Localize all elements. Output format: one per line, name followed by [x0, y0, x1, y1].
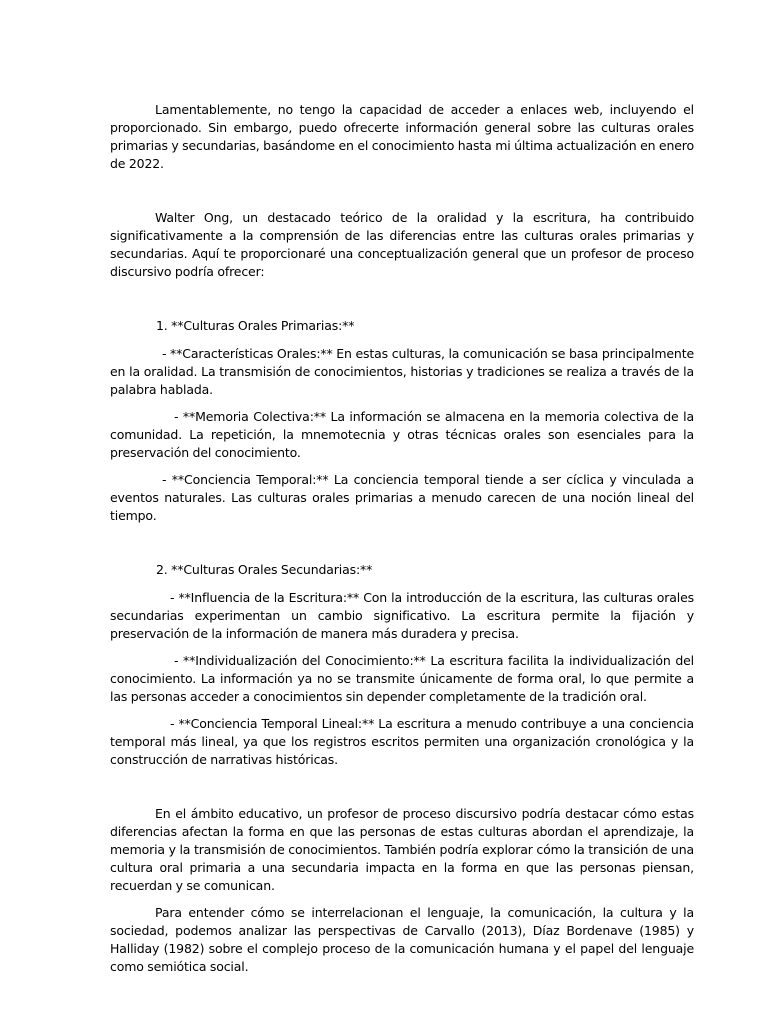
section2-item-writing: - **Influencia de la Escritura:** Con la introducción de la escritura, las culturas orales secundarias experimentan un cambio significativo. La escritura permite la fijación y preservación de la información de manera más duradera y precisa.	[110, 590, 694, 641]
education-paragraph: En el ámbito educativo, un profesor de proceso discursivo podría destacar cómo estas diferencias afectan la forma en que las personas de estas culturas abordan el aprendizaje, la memoria y la transmisión de conocimientos. También podría explorar cómo la transición de una cultura oral primaria a una secundaria impacta en la forma en que las personas piensan, recuerdan y se comunican.	[110, 806, 694, 893]
intro-paragraph: Lamentablemente, no tengo la capacidad de acceder a enlaces web, incluyendo el proporcionado. Sin embargo, puedo ofrecerte información general sobre las culturas orales primarias y secundarias, basándome en el conocimiento hasta mi última actualización en enero de 2022.	[110, 102, 694, 171]
section1-heading: 1. **Culturas Orales Primarias:**	[156, 318, 355, 333]
section2-item-linear: - **Conciencia Temporal Lineal:** La escritura a menudo contribuye a una conciencia temporal más lineal, ya que los registros escritos permiten una organización cronológica y la construcción de narrativas históricas.	[110, 716, 694, 767]
section1-item-oral: - **Características Orales:** En estas culturas, la comunicación se basa principalmente en la oralidad. La transmisión de conocimientos, historias y tradiciones se realiza a través de la palabra hablada.	[110, 346, 694, 397]
section2-heading: 2. **Culturas Orales Secundarias:**	[156, 562, 373, 577]
ong-paragraph: Walter Ong, un destacado teórico de la oralidad y la escritura, ha contribuido significativamente a la comprensión de las diferencias entre las culturas orales primarias y secundarias. Aquí te proporcionaré una conceptualización general que un profesor de proceso discursivo podría ofrecer:	[110, 210, 694, 279]
section1-item-memory: - **Memoria Colectiva:** La información se almacena en la memoria colectiva de la comunidad. La repetición, la mnemotecnia y otras técnicas orales son esenciales para la preservación del conocimiento.	[110, 409, 694, 460]
section2-item-individual: - **Individualización del Conocimiento:** La escritura facilita la individualización del conocimiento. La información ya no se transmite únicamente de forma oral, lo que permite a las personas acceder a conocimientos sin depender completamente de la tradición oral.	[110, 653, 694, 704]
section1-item-time: - **Conciencia Temporal:** La conciencia temporal tiende a ser cíclica y vinculada a eventos naturales. Las culturas orales primarias a menudo carecen de una noción lineal del tiempo.	[110, 472, 694, 523]
closing-paragraph: Para entender cómo se interrelacionan el lenguaje, la comunicación, la cultura y la sociedad, podemos analizar las perspectivas de Carvallo (2013), Díaz Bordenave (1985) y Halliday (1982) sobre el complejo proceso de la comunicación humana y el papel del lenguaje como semiótica social.	[110, 905, 694, 974]
document-page	[110, 101, 694, 976]
